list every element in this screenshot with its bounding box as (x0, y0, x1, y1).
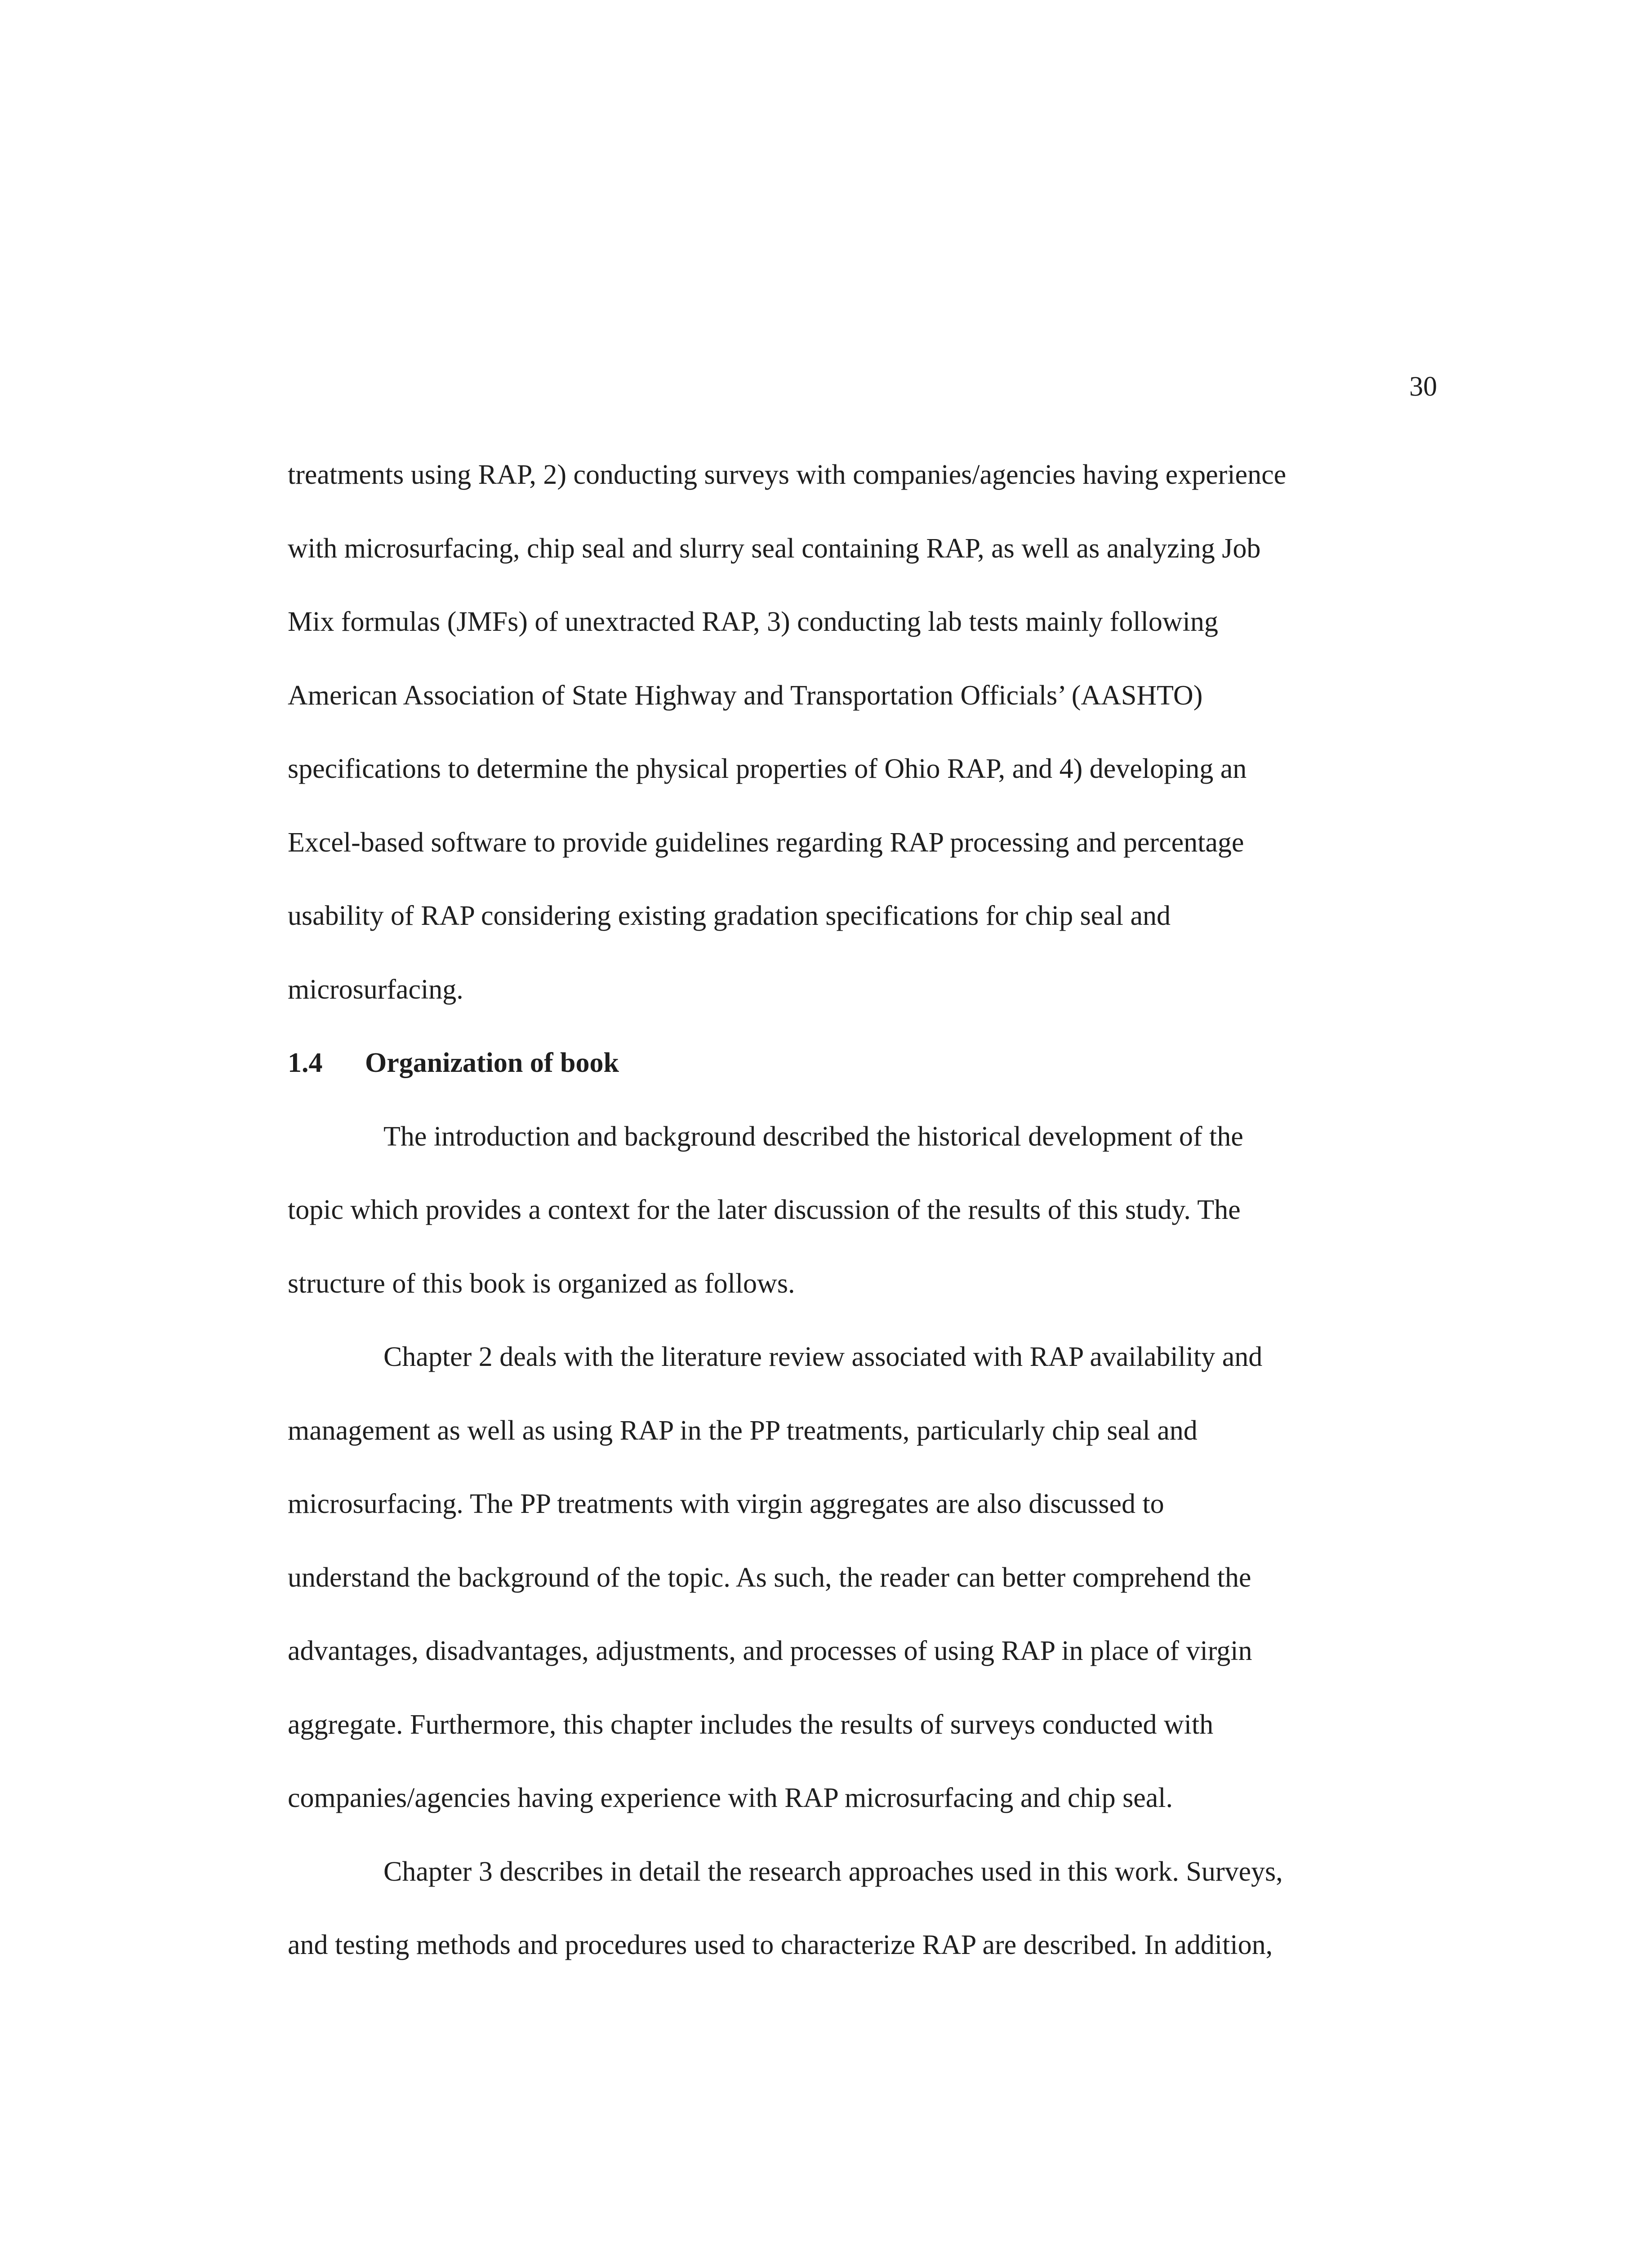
body-text (288, 438, 1441, 1982)
text-line: advantages, disadvantages, adjustments, and processes of using RAP in place of virgin (288, 1636, 1252, 1666)
chapter2-paragraph (288, 1320, 1441, 1835)
text-line: aggregate. Furthermore, this chapter includes the results of surveys conducted with (288, 1709, 1214, 1740)
text-line: specifications to determine the physical properties of Ohio RAP, and 4) developing an (288, 754, 1247, 784)
text-line: Chapter 2 deals with the literature review associated with RAP availability and (383, 1342, 1263, 1372)
intro-paragraph (288, 1100, 1441, 1321)
text-line: The introduction and background described the historical development of the (383, 1121, 1243, 1152)
section-heading (288, 1026, 1441, 1100)
text-line: understand the background of the topic. As such, the reader can better comprehend the (288, 1562, 1251, 1593)
text-line: structure of this book is organized as follows. (288, 1268, 795, 1299)
text-line: American Association of State Highway and Transportation Officials’ (AASHTO) (288, 680, 1203, 711)
text-line: usability of RAP considering existing gradation specifications for chip seal and (288, 901, 1171, 931)
text-line: topic which provides a context for the later discussion of the results of this study. The (288, 1195, 1241, 1225)
text-line: Chapter 3 describes in detail the research approaches used in this work. Surveys, (383, 1856, 1283, 1887)
text-line: management as well as using RAP in the PP treatments, particularly chip seal and (288, 1415, 1198, 1446)
text-line: with microsurfacing, chip seal and slurry seal containing RAP, as well as analyzing Job (288, 533, 1261, 564)
text-line: microsurfacing. The PP treatments with virgin aggregates are also discussed to (288, 1489, 1164, 1519)
section-title: Organization of book (365, 1048, 619, 1078)
chapter3-paragraph (288, 1835, 1441, 1982)
text-line: Mix formulas (JMFs) of unextracted RAP, 3) conducting lab tests mainly following (288, 607, 1218, 637)
text-line: and testing methods and procedures used to characterize RAP are described. In addition, (288, 1930, 1273, 1960)
text-line: microsurfacing. (288, 974, 463, 1005)
text-line: companies/agencies having experience with RAP microsurfacing and chip seal. (288, 1783, 1173, 1813)
continuation-paragraph (288, 438, 1441, 1026)
section-number: 1.4 (288, 1048, 323, 1078)
text-line: Excel-based software to provide guidelines regarding RAP processing and percentage (288, 827, 1244, 858)
page-number: 30 (1409, 371, 1437, 402)
text-line: treatments using RAP, 2) conducting surveys with companies/agencies having experience (288, 459, 1287, 490)
